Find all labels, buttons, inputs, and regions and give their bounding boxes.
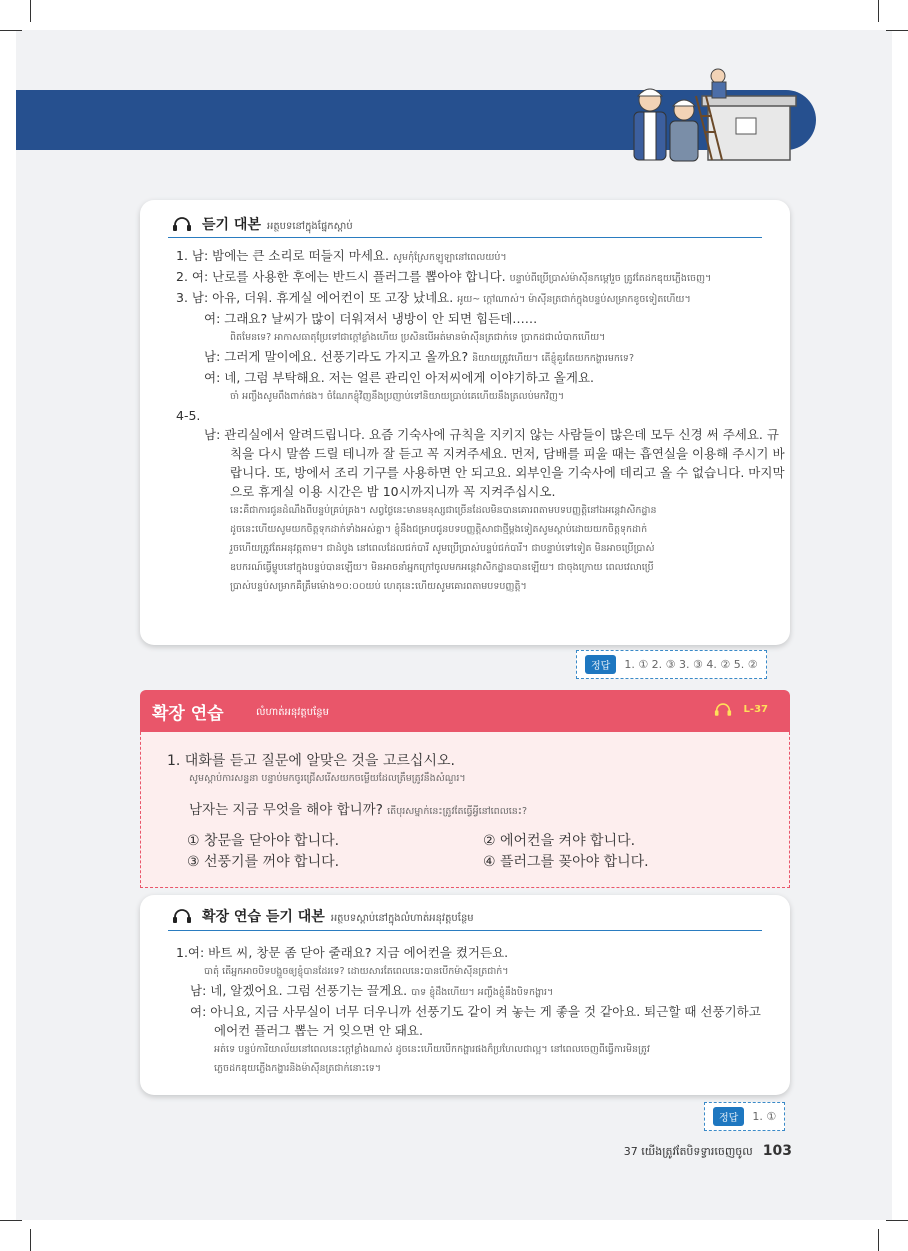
option-1[interactable]: ① 창문을 닫아야 합니다. <box>187 833 340 849</box>
option-2[interactable]: ② 에어컨을 켜야 합니다. <box>483 833 636 849</box>
section-title: 확장 연습 듣기 대본 <box>202 909 325 925</box>
script-translation: ឧបករណ៍ធ្វើម្ហូបនៅក្នុងបន្ទប់បានឡើយ។ មិនអាចនាំអ្នកក្រៅចូលមកអន្តេវាសិកដ្ឋានបានឡើយ។ ជាចុងក្រោយ ពេលវេលាប្រើ <box>230 562 654 573</box>
script-line: 1.여: 바트 씨, 창문 좀 닫아 줄래요? 지금 에어컨을 켰거든요. <box>176 945 509 960</box>
script-line: 남: 네, 알겠어요. 그럼 선풍기는 끌게요. បាទ ខ្ញុំដឹងហើយ។ អញ្ចឹងខ្ញុំនឹងបិទកង្ហារ។ <box>190 983 554 998</box>
section-title: 듣기 대본 <box>202 217 261 233</box>
section-rule <box>168 237 762 238</box>
crop-mark <box>30 1229 31 1251</box>
script-translation: នេះគឺជាការជូនដំណឹងពីបន្ទប់គ្រប់គ្រង។ សព្វថ្ងៃនេះមានមនុស្សជាច្រើនដែលមិនបានគោរពតាមបទបញ្ញត្តិនៅឯអន្តេវាសិកដ្ឋាន <box>230 505 657 516</box>
extension-script-card <box>140 895 790 1095</box>
workers-illustration <box>616 66 816 166</box>
crop-mark <box>0 30 22 31</box>
script-line: 남: 관리실에서 알려드립니다. 요즘 기숙사에 규칙을 지키지 않는 사람들이 많은데 모두 신경 써 주세요. 규 <box>204 427 779 442</box>
listening-script-card <box>140 200 790 645</box>
headphone-icon <box>172 908 192 924</box>
section-header <box>202 214 353 234</box>
script-line: 여: 그래요? 날씨가 많이 더워져서 냉방이 안 되면 힘든데…… <box>204 311 538 326</box>
script-translation: រួចហើយត្រូវតែអនុវត្តតាម។ ជាដំបូង នៅពេលដែលជក់បារី សូមប្រើប្រាស់បន្ទប់ជក់បារី។ ជាបន្ទាប់ទៅទៀត មិនអាចប្រើប្រាស់ <box>230 543 655 554</box>
headphone-icon <box>172 216 192 232</box>
script-translation: បាតុ៎ តើអ្នកអាចបិទបង្អួចឲ្យខ្ញុំបានដែរទេ? ដោយសារតែពេលនេះបានបើកម៉ាស៊ីនត្រជាក់។ <box>204 966 509 977</box>
section-subtitle: អត្ថបទស្ដាប់នៅក្នុងលំហាត់អនុវត្តបន្ថែម <box>330 913 474 924</box>
script-line: 랍니다. 또, 방에서 조리 기구를 사용하면 안 되고요. 외부인을 기숙사에 데리고 올 수 없습니다. 마지막 <box>230 465 785 480</box>
script-line: 3. 남: 아유, 더워. 휴게실 에어컨이 또 고장 났네요. អូយ~ ក្ដៅណាស់។ ម៉ាស៊ីនត្រជាក់ក្នុងបន្ទប់សម្រាកខូចទៀតហើយ។ <box>176 290 691 305</box>
answer-text: 1. ① <box>752 1110 777 1123</box>
option-3[interactable]: ③ 선풍기를 꺼야 합니다. <box>187 854 340 870</box>
crop-mark <box>30 0 31 22</box>
answer-box <box>576 650 767 679</box>
script-body <box>176 943 762 1078</box>
script-line: 2. 여: 난로를 사용한 후에는 반드시 플러그를 뽑아야 합니다. បន្ទាប់ពីប្រើប្រាស់ម៉ាស៊ីនកម្ដៅរួច ត្រូវតែដកឌុយភ្លើងចេញ។ <box>176 269 712 284</box>
banner-subtitle: លំហាត់អនុវត្តបន្ថែម <box>256 707 329 718</box>
script-line: 에어컨 플러그 뽑는 거 잊으면 안 돼요. <box>214 1023 423 1038</box>
exercise-subquestion: 남자는 지금 무엇을 해야 합니까? តើបុរសម្នាក់នេះត្រូវតែធ្វើអ្វីនៅពេលនេះ? <box>189 802 528 818</box>
crop-mark <box>886 30 908 31</box>
crop-mark <box>0 1220 22 1221</box>
crop-mark <box>886 1220 908 1221</box>
page-footer <box>624 1143 792 1161</box>
answer-text: 1. ① 2. ③ 3. ③ 4. ② 5. ② <box>624 658 758 671</box>
script-translation: ប្រាស់បន្ទប់សម្រាកគឺត្រឹមម៉ោង១០:០០យប់ ហេតុនេះហើយសូមគោរពតាមបទបញ្ញត្តិ។ <box>230 581 527 592</box>
crop-mark <box>878 0 879 22</box>
exercise-question-translation: សូមស្ដាប់ការសន្ទនា បន្ទាប់មកចូរជ្រើសរើសយកចម្លើយដែលត្រឹមត្រូវនឹងសំណួរ។ <box>189 773 466 784</box>
script-translation: ភ្លេចដកឌុយភ្លើងកង្ហារនិងម៉ាស៊ីនត្រជាក់នោះទេ។ <box>214 1063 382 1074</box>
section-rule <box>168 930 762 931</box>
script-translation: ចា៎ អញ្ចឹងសូមពឹងពាក់ផង។ ចំណែកខ្ញុំវិញនឹងប្រញាប់ទៅនិយាយប្រាប់គេហើយនឹងត្រលប់មកវិញ។ <box>230 391 565 402</box>
script-line: 으로 휴게실 이용 시간은 밤 10시까지니까 꼭 지켜주십시오. <box>230 484 556 499</box>
exercise-question: 1. 대화를 듣고 질문에 알맞은 것을 고르십시오. <box>167 753 455 769</box>
script-line: 여: 네, 그럼 부탁해요. 저는 얼른 관리인 아저씨에게 이야기하고 올게요. <box>204 370 594 385</box>
option-4[interactable]: ④ 플러그를 꽂아야 합니다. <box>483 854 649 870</box>
script-line: 1. 남: 밤에는 큰 소리로 떠들지 마세요. សូមកុំស្រែកឡូឡានៅពេលយប់។ <box>176 248 507 263</box>
script-line: 4-5. <box>176 408 201 423</box>
script-body <box>176 246 785 596</box>
answer-label: 정답 <box>585 655 616 674</box>
script-line: 칙을 다시 말씀 드릴 테니까 잘 듣고 꼭 지켜주세요. 먼저, 담배를 피울 때는 흡연실을 이용해 주시기 바 <box>230 446 785 461</box>
banner-title: 확장 연습 <box>152 704 224 724</box>
audio-track-icon[interactable] <box>714 702 732 717</box>
crop-mark <box>878 1229 879 1251</box>
section-header <box>202 906 474 926</box>
answer-label: 정답 <box>713 1107 744 1126</box>
page-number: 103 <box>762 1143 792 1159</box>
script-line: 남: 그러게 말이에요. 선풍기라도 가지고 올까요? និយាយត្រូវហើយ។ តើខ្ញុំគួរតែយកកង្ហារមកទេ? <box>204 349 634 364</box>
exercise-box <box>140 732 790 888</box>
script-translation: ពិតមែនទេ? អាកាសធាតុប្រែទៅជាក្ដៅខ្លាំងហើយ ប្រសិនបើអត់មានម៉ាស៊ីនត្រជាក់ទេ ប្រាកដជាលំបាកហើយ។ <box>230 332 606 343</box>
section-subtitle: អត្ថបទនៅក្នុងផ្នែកស្ដាប់ <box>266 221 353 232</box>
answer-box <box>704 1102 785 1131</box>
script-translation: ដូចនេះហើយសូមយកចិត្តទុកដាក់ទាំងអស់គ្នា។ ខ្ញុំនឹងជម្រាបជូនបទបញ្ញត្តិសាជាថ្មីម្ដងទៀតសូមស្ដាប់ដោយយកចិត្តទុកដាក់ <box>230 524 648 535</box>
script-line: 여: 아니요, 지금 사무실이 너무 더우니까 선풍기도 같이 켜 놓는 게 좋을 것 같아요. 퇴근할 때 선풍기하고 <box>190 1004 761 1019</box>
script-translation: អត់ទេ បន្ទប់ការិយាល័យនៅពេលនេះក្ដៅខ្លាំងណាស់ ដូចនេះហើយបើកកង្ហារផងក៏ប្រហែលជាល្អ។ នៅពេលចេញពីធ្វើការមិនត្រូវ <box>214 1044 650 1055</box>
footer-chapter: 37 យើងត្រូវតែបិទទ្វារចេញចូល <box>623 1145 753 1158</box>
extension-practice-banner <box>140 690 790 732</box>
audio-track-label[interactable]: L-37 <box>743 704 768 715</box>
